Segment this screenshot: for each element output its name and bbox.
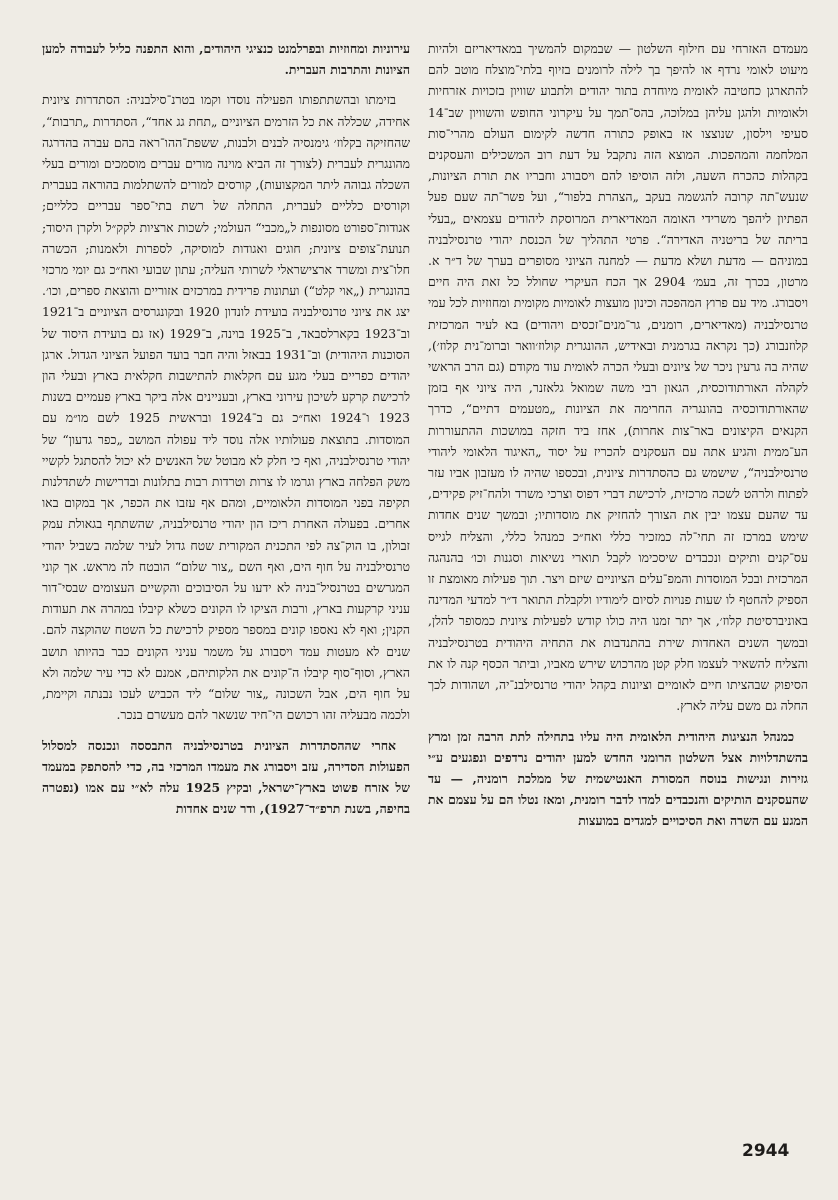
- paragraph: אחרי שההסתדרות הציונית בטרנסילבניה התבססה ונכנסה למסלול הפעולות הסדירה, עזב ויסבורג את מעמדו המרכזי בה, כדי להסתפק במעמד של אזרח פשוט בארץ־ישראל, ובקיץ 1925 עלה לא״י עם אמו (נפטרה בחיפה, בשנת תרפ״ד־1927), ודר שנים אחדות: [42, 737, 410, 817]
- left-column: [42, 38, 410, 1138]
- paragraph: כמנהל הנציגות היהודית הלאומית היה עליו בתחילה לתת הרבה זמן ומרץ בהשתדלויות אצל השלטון הרומני החדש למען יהודים נרדפים ונפגעים ע״י גזירות ונגישות בנוסח המסורת האנטישמית של ממלכת רומניה, — עד שהעסקנים הותיקים והנכבדים למדו לדבר רומנית, ומאז נטלו הם על עצמם את המגע עם השרה ואת הסיכויים למגדים במועצות: [428, 728, 808, 829]
- paragraph: בזימתו ובהשתתפותו הפעילה נוסדו וקמו בטרנ־סילבניה: הסתדרות ציונית אחידה, שכללה את כל הזרמים הציוניים „תחת גג אחד“, הסתדרות „תרבות“, שהחזיקה בקלוז׳ גימנסיה לבנים ולבנות, ששפת־ההו־ראה בהם עברה בהדרגה מהונגרית לעברית (לצורך זה הביא מוינה מורים עברים מוסמכים ומורים בעלי השכלה גבוהה ליתר המקצועות), קורסים למורים להשתלמות בהוראה בעברית וקורסים כלליים לעברית, התחלה של רשת בתי־ספר עבריים כלליים; אגודות־ספורט מסונפות ל„מכבי“ העולמי; לשכות ארציות לקק״ל ולקרן היסוד; תנועת־צופים ציונית; חוגים ואגודות למוסיקה, לספרות ולאמנות; הכשרה חלו־צית ומשרד ארצישראלי לשרותי העליה; עתון שבועי ואח״כ גם יומי מרכזי בהונגרית („אוי קלט“) ועתונות פרידית במרכזים אזוריים והוצאת ספרים, וכו׳. יצג את ציוני טרנסילבניה בועידת לונדון 1920 ובקונגרסים הציוניים ב־1921 וב־1923 בקארלסבאד, ב־1925 בוינה, ב־1929 (אז גם בועידת היסוד של הסוכנות היהודית) וב־1931 בבאזל והיה חבר בועד הפועל הציוני הגדול. ארגן יהודים כפריים בעלי מגע עם חקלאות להתישבות חקלאית בארץ ובעלי הון לרכישת קרקע לשיכון עירוני בארץ, ובעניינים אלה ביקר בארץ פעמיים בשנות 1923 ו־1924 ואח״כ גם ב־1924 ובראשית 1925 לשם מו״מ עם המוסדות. בתוצאת פעולותיו אלה נוסד ליד עפולה המושב „כפר גדעון“ של יהודי טרנסילבניה, ואף כי חלק לא מבוטל של האנשים לא יכול להסתגל לקשיי משק הפלחה בארץ וגרמו לו צרות וטרדות רבות בתלונות ובדרישות לשתדלנות תקיפה בפני המוסדות הלאומיים, ומהם אף עזבו את הכפר, אך במקום באו אחרים. בפעולה האחרת ריכז הון יהודי טרנסילבניה, שהשתתף בגאולת עמק זבולון, בו הוק־צה לפי התכנית המקורית שטח גדול לעיר שלמה בשביל יהודי טרנסילבניה על חוף הים, ואף השם „צור שלום“ הובטח לה מראש. אך קוני המגרשים בטרנסיל־בניה לא ידעו על הסיבוכים והקשיים העצומים שבסי־דור עניני קרקעות בארץ, ורבות הציקו לו הקונים כשלא קיבלו במהרה את תעודות הקנין; ואף לא נאספו קונים במספר מספיק לרכישת כל השטח שהוקצה להם. שנים לא מעטות עמד ויסבורג על משמר עניני הקונים כבר בהיותו תושב הארץ, וסוף־סוף קיבלו ה־קונים את הלקותיהם, אמנם לא כדי עיר שלמה ולא על חוף הים, אבל השכונה „צור שלום“ ליד הכביש לעכו נבנתה וקיימת, ולכמה מבעליה זהו רכושם הי־חיד שנשאר להם מעשרם בנכר.: [42, 92, 410, 723]
- page-number: 2944: [742, 1141, 790, 1161]
- right-column: [428, 38, 808, 1148]
- paragraph: מעמדם האזרחי עם חילוף השלטון — שבמקום להמשיך במאדיאריזם ולהיות מיעוט לאומי נרדף או להיפך בך לילה לרומנים בזיוף בלתי־מוצלח מוטב להם להתארגן כחטיבה לאומית מיוחדת בתור יהודים ולתבוע שוויון בזכויות אזרחיות ולאומיות ולהגן עליהן במלוכה, בהס־תמך על עיקרוני החופש והשוויון שב־14 סעיפי וילסון, שנוצצו אז באופק כתורה חדשה לקימום העולם מהרי־סות המלחמה והמהפכות. המוצא הזה נתקבל על דעת רוב המשכילים והעסקנים בקהלות כהכרח השעה, ולזה הוסיפו להם ויסבורג וחבריו את תורת הציונות, שנעש־תה קרובה להגשמה בעקב „הצהרת בלפור“, ועל פשר־תה שעם פעל הפתיון ליהפך משרידי האומה המאדיארית המרוסקת ליהודים עצמאים „בעלי בריתה של בריטניה האדירה“. פרטי התהליך של הכנסת יהודי טרנסילבניה במוניהם — מדעת ושלא מדעת — למחנה הציוני מסופרים בערך של ד״ר א. מרטון, בכרך זה, בעמ׳ 2904 אך הכח העיקרי שחולל כל זאת היה חיים ויסבורג. מיד עם פרוץ המהפכה וכינון מועצות לאומיות מקומית ומחוזיות לכל עמי טרנסילבניה (מאדיארים, רומנים, גר־מנים־זכסים ויהודים) בא לעיר המרכזית קלוזנבורג (כך נקראה בגרמנית ובאידיש, ההונגרית קולוז׳וואר וברומ־נית קלוז׳), שהיה בה גרעין ניכר של ציונים ובעלי הכרה לאומית עוד מקודם (גם הרב הראשי לקהלה האורתודוכסית, הגאון רבי משה שמואל גלאזנר, היה ציוני אף בזמן שהאורתודוכסיה בהונגריה החרימה את הציונות „מטעמים דתיים“, כדרך הקנאים הקיצונים באר־צות אחרות), אחז ביד חזקה במושכות ההתעוררות הע־ממית והגיע אתה עם העסקנים להכריז על יסוד „האיגוד הלאומי ליהודי טרנסילבניה“, שישמש גם כהסתדרות ציונית, ובכספו שהיה לו מעזבון אביו עזר לפתוח ולרהט לשכה מרכזית, לרכישת דברי דפוס וצרכי משרד ולהח־זיק פקידים, עד שהעם עצמו יבין את הצורך להחזיק את מוסדותיו; ובמשך שנים אחדות שימש במרכז זה תחי־לה כמזכיר כללי ואח״כ כמנהל כללי, והצליח לגייס עס־קנים ותיקים ונכבדים שיסכימו לקבל תוארי נשיאות וסגנות וכו׳ בהנהגה המרכזית ובכל המוסדות והמפ־עלים הציוניים שיזם ויצר. תוך פעילות מאומצת זו הספיק להחטף לו שעות פנויות לסיום לימודיו ולקבלת התואר ד״ר למדעי המדינה באוניברסיטת קלוז׳, אך יתר זמנו היה כולו קודש לפעילות ציונית כמסופר להלן, ובמשך השנים האחדות שירת בהתנדבות את התחיה היהודית בטרנסילבניה והצליח להשאיר לעצמו חלק קטן מהרכוש שירש מאביו, וביתר הכסף קנה לו את הסיפוק שבהציתו חיים לאומיים וציונות בקהל יהודי טרנסילבנ־יה, ושהודות לכך החלה גם משם עליה לארץ.: [428, 41, 808, 714]
- paragraph: עירוניות ומחוזיות ובפרלמנט כנציגי היהודים, והוא התפנה כליל לעבודה למען הציונות והתרבות העברית.: [42, 41, 410, 78]
